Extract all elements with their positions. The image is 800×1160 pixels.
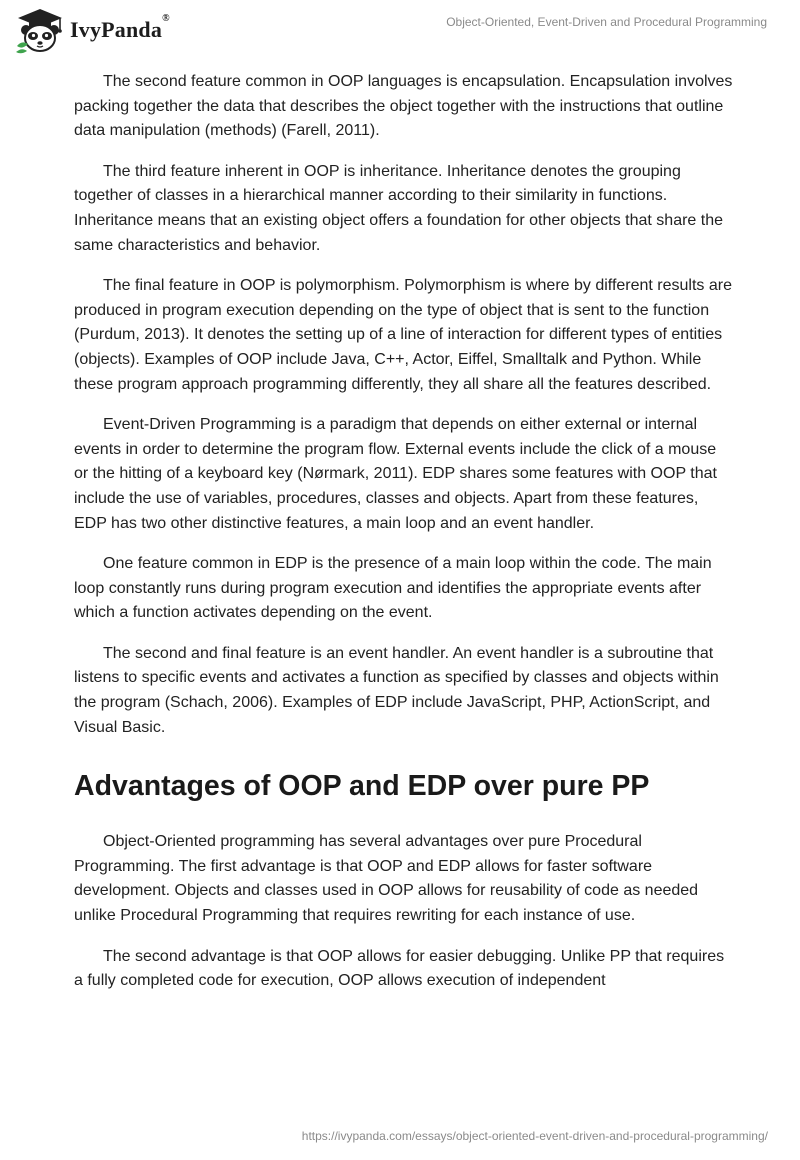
paragraph-encapsulation: The second feature common in OOP languages is encapsulation. Encapsulation involves packing together the data that describes the object together with the instructions that outline data manipulation (methods) (Farell, 2011). xyxy=(74,73,733,140)
paragraph-polymorphism: The final feature in OOP is polymorphism. Polymorphism is where by different results are produced in program execution depending on the type of object that is sent to the function (Purdum, 2013). It denotes the setting up of a line of interaction for different types of entities (objects). Examples of OOP include Java, C++, Actor, Eiffel, Smalltalk and Python. While these program approach programming differently, they all share all the features described. xyxy=(74,277,732,393)
paragraph-main-loop: One feature common in EDP is the presence of a main loop within the code. The main loop constantly runs during program execution and identifies the appropriate events after which a function activates depending on the event. xyxy=(74,555,712,622)
paragraph-event-handler: The second and final feature is an event handler. An event handler is a subroutine that listens to specific events and activates a function as specified by classes and objects within the program (Schach, 2006). Examples of EDP include JavaScript, PHP, ActionScript, and Visual Basic. xyxy=(74,644,719,736)
paragraph-event-driven-programming: Event-Driven Programming is a paradigm that depends on either external or internal events in order to determine the program flow. External events include the click of a mouse or the hitting of a keyboard key (Nørmark, 2011). EDP shares some features with OOP that include the use of variables, procedures, classes and objects. Apart from these features, EDP has two other distinctive features, a main loop and an event handler. xyxy=(74,416,717,532)
brand-logo[interactable] xyxy=(12,6,170,54)
panda-graduate-icon xyxy=(12,6,68,54)
document-title: Object-Oriented, Event-Driven and Procedural Programming xyxy=(446,15,767,29)
paragraph-inheritance: The third feature inherent in OOP is inheritance. Inheritance denotes the grouping together of classes in a hierarchical manner according to their similarity in functions. Inheritance means that an existing object offers a foundation for other objects that share the same characteristics and behavior. xyxy=(74,162,723,254)
trademark-symbol: ® xyxy=(162,13,170,24)
brand-name: IvyPanda® xyxy=(70,13,170,42)
article-body xyxy=(74,70,734,1010)
source-url-link[interactable]: https://ivypanda.com/essays/object-oriented-event-driven-and-procedural-programming/ xyxy=(301,1129,768,1143)
paragraph-advantage-reusability: Object-Oriented programming has several advantages over pure Procedural Programming. The first advantage is that OOP and EDP allows for faster software development. Objects and classes used in OOP allows for reusability of code as needed unlike Procedural Programming that requires rewriting for each instance of use. xyxy=(74,833,699,925)
section-heading: Advantages of OOP and EDP over pure PP xyxy=(74,770,650,803)
page-header xyxy=(0,0,800,60)
paragraph-advantage-debugging: The second advantage is that OOP allows for easier debugging. Unlike PP that requires a fully completed code for execution, OOP allows execution of independent xyxy=(74,947,725,990)
